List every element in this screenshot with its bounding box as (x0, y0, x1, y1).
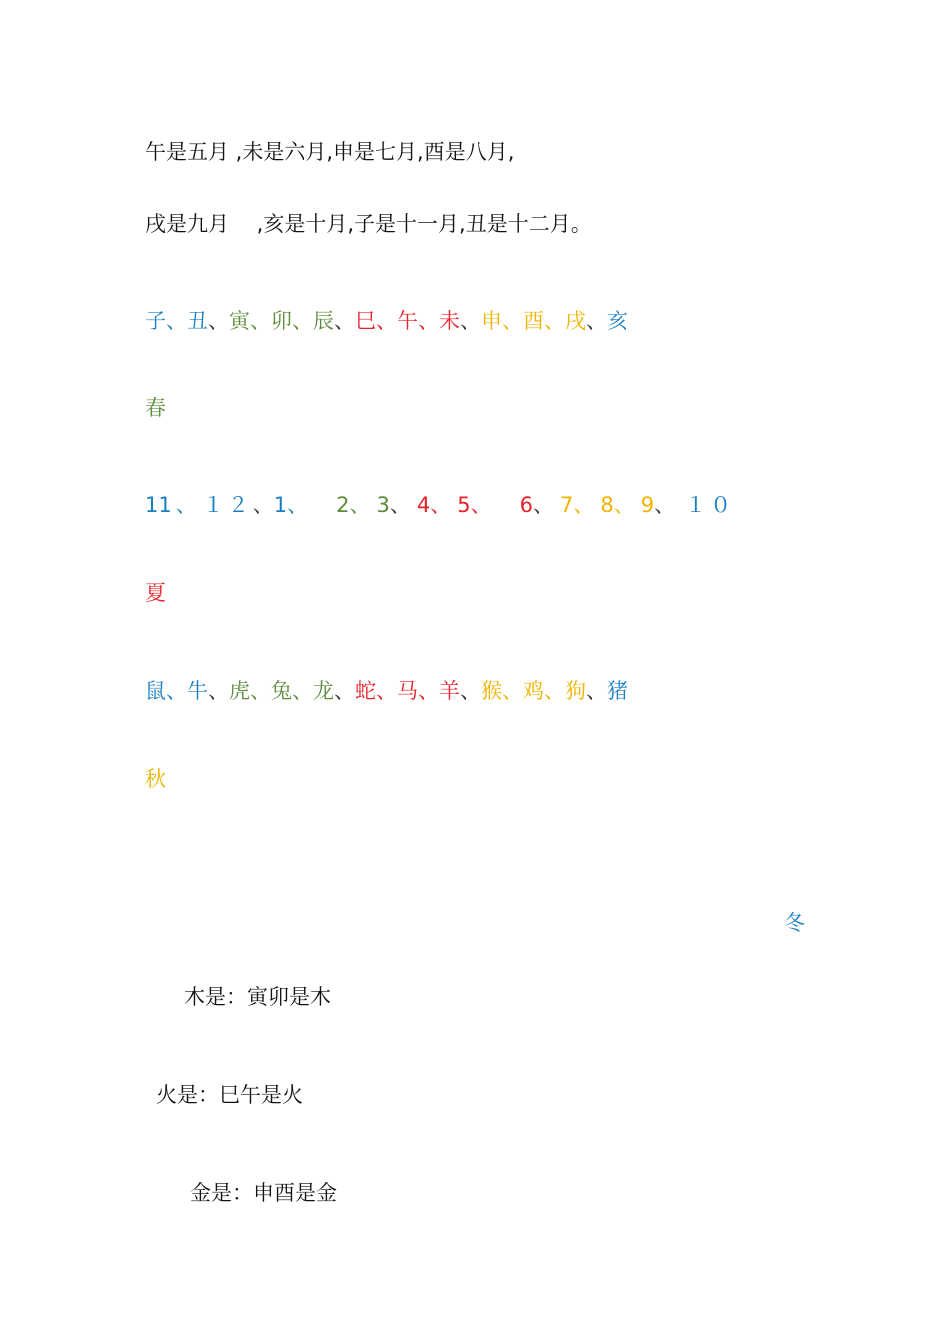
zodiac-goat: 羊 (439, 679, 460, 703)
zodiac-pig: 猪 (607, 679, 628, 703)
month-1: 1 (273, 493, 288, 517)
branch-xu: 戌 (565, 309, 586, 333)
branch-hai: 亥 (607, 309, 628, 333)
branch-wu: 午 (397, 309, 418, 333)
branch-chen: 辰 (313, 309, 334, 333)
zodiac-rooster: 鸡 (523, 679, 544, 703)
season-autumn: 秋 (145, 767, 166, 791)
month-12: １２ (202, 493, 253, 517)
months-row: 11 、 １２、1、 2、 3、 4、 5、 6、 7、 8、 9、 １０ (145, 493, 736, 517)
zodiac-rat: 鼠 (145, 679, 166, 703)
branch-yin: 寅 (229, 309, 250, 333)
zodiac-ox: 牛 (187, 679, 208, 703)
month-5: 5 (457, 493, 471, 517)
element-fire: 火是：巳午是火 (156, 1083, 303, 1107)
month-9: 9 (640, 493, 655, 517)
zodiac-horse: 马 (397, 679, 418, 703)
season-winter: 冬 (784, 911, 805, 935)
season-spring: 春 (145, 396, 166, 420)
text-line-months-2: 戌是九月 ,亥是十月,子是十一月,丑是十二月。 (145, 212, 592, 236)
month-7: 7 (559, 493, 574, 517)
month-10: １０ (685, 493, 736, 517)
zodiac-dragon: 龙 (313, 679, 334, 703)
month-2: 2 (336, 493, 350, 517)
branch-you: 酉 (523, 309, 544, 333)
branch-mao: 卯 (271, 309, 292, 333)
season-summer: 夏 (145, 581, 166, 605)
month-6: 6 (519, 493, 533, 517)
zodiac-tiger: 虎 (229, 679, 250, 703)
zodiac-row: 鼠、牛、虎、兔、龙、蛇、马、羊、猴、鸡、狗、猪 (145, 679, 628, 703)
branch-zi: 子 (145, 309, 166, 333)
branch-si: 巳 (355, 309, 376, 333)
zodiac-rabbit: 兔 (271, 679, 292, 703)
month-3: 3 (376, 493, 390, 517)
branch-chou: 丑 (187, 309, 208, 333)
text-line-months-1: 午是五月 ,未是六月,申是七月,酉是八月, (145, 140, 515, 164)
branches-row: 子、丑、寅、卯、辰、巳、午、未、申、酉、戌、亥 (145, 309, 628, 333)
zodiac-snake: 蛇 (355, 679, 376, 703)
month-11: 11 (145, 493, 172, 517)
element-metal: 金是：申酉是金 (190, 1181, 337, 1205)
branch-shen: 申 (481, 309, 502, 333)
month-8: 8 (600, 493, 614, 517)
branch-wei: 未 (439, 309, 460, 333)
zodiac-monkey: 猴 (481, 679, 502, 703)
zodiac-dog: 狗 (565, 679, 586, 703)
element-wood: 木是：寅卯是木 (184, 985, 331, 1009)
month-4: 4 (416, 493, 431, 517)
